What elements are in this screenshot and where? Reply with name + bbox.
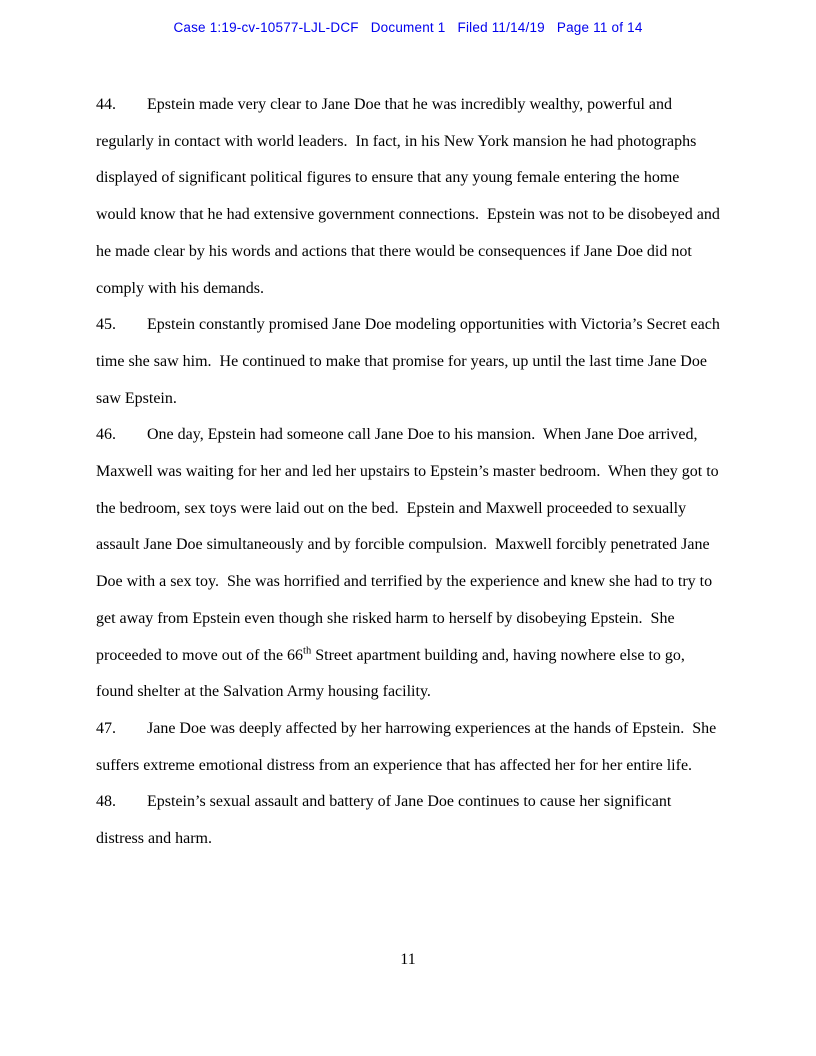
stamp-case-number: Case 1:19-cv-10577-LJL-DCF [173,20,359,35]
page-footer [0,951,816,969]
paragraph-46 [96,417,723,711]
paragraph-text: One day, Epstein had someone call Jane Doe to his mansion. When Jane Doe arrived, Maxwell was waiting for her and led her upstairs to Epstein’s master bedroom. When they got to the bedroom, sex toys were laid out on the bed. Epstein and Maxwell proceeded to sexually assault Jane Doe simultaneously and by forcible compulsion. Maxwell forcibly penetrated Jane Doe with a sex toy. She was horrified and terrified by the experience and knew she had to try to get away from Epstein even though she risked harm to herself by disobeying Epstein. She proceeded to move out of the 66 [96,426,723,664]
ordinal-superscript: th [303,645,312,657]
paragraph-text: Street apartment building and, having nowhere else to go, found shelter at the Salvation Army housing facility. [96,646,689,701]
paragraph-number: 48. [96,793,116,811]
document-body [96,87,724,858]
paragraph-44 [96,87,724,307]
paragraph-number: 45. [96,316,116,334]
paragraph-number: 47. [96,719,116,737]
paragraph-text: Epstein’s sexual assault and battery of Jane Doe continues to cause her significant distress and harm. [96,793,676,848]
paragraph-48 [96,784,720,857]
page-number: 11 [400,951,416,968]
paragraph-text: Jane Doe was deeply affected by her harrowing experiences at the hands of Epstein. She suffers extreme emotional distress from an experience that has affected her for her entire life. [96,719,721,774]
paragraph-text: Epstein made very clear to Jane Doe that he was incredibly wealthy, powerful and regularly in contact with world leaders. In fact, in his New York mansion he had photographs displayed of significant political figures to ensure that any young female entering the home would know that he had extensive government connections. Epstein was not to be disobeyed and he made clear by his words and actions that there would be consequences if Jane Doe did not comply with his demands. [96,96,724,297]
stamp-page-of: Page 11 of 14 [556,20,643,35]
stamp-document-number: Document 1 [370,20,446,35]
stamp-filed-date: Filed 11/14/19 [457,20,545,35]
paragraph-45 [96,307,724,417]
case-header-stamp [0,20,816,35]
paragraph-number: 44. [96,96,116,113]
paragraph-47 [96,711,720,784]
paragraph-number: 46. [96,426,116,444]
paragraph-text: Epstein constantly promised Jane Doe modeling opportunities with Victoria’s Secret each time she saw him. He continued to make that promise for years, up until the last time Jane Doe saw Epstein. [96,316,724,407]
